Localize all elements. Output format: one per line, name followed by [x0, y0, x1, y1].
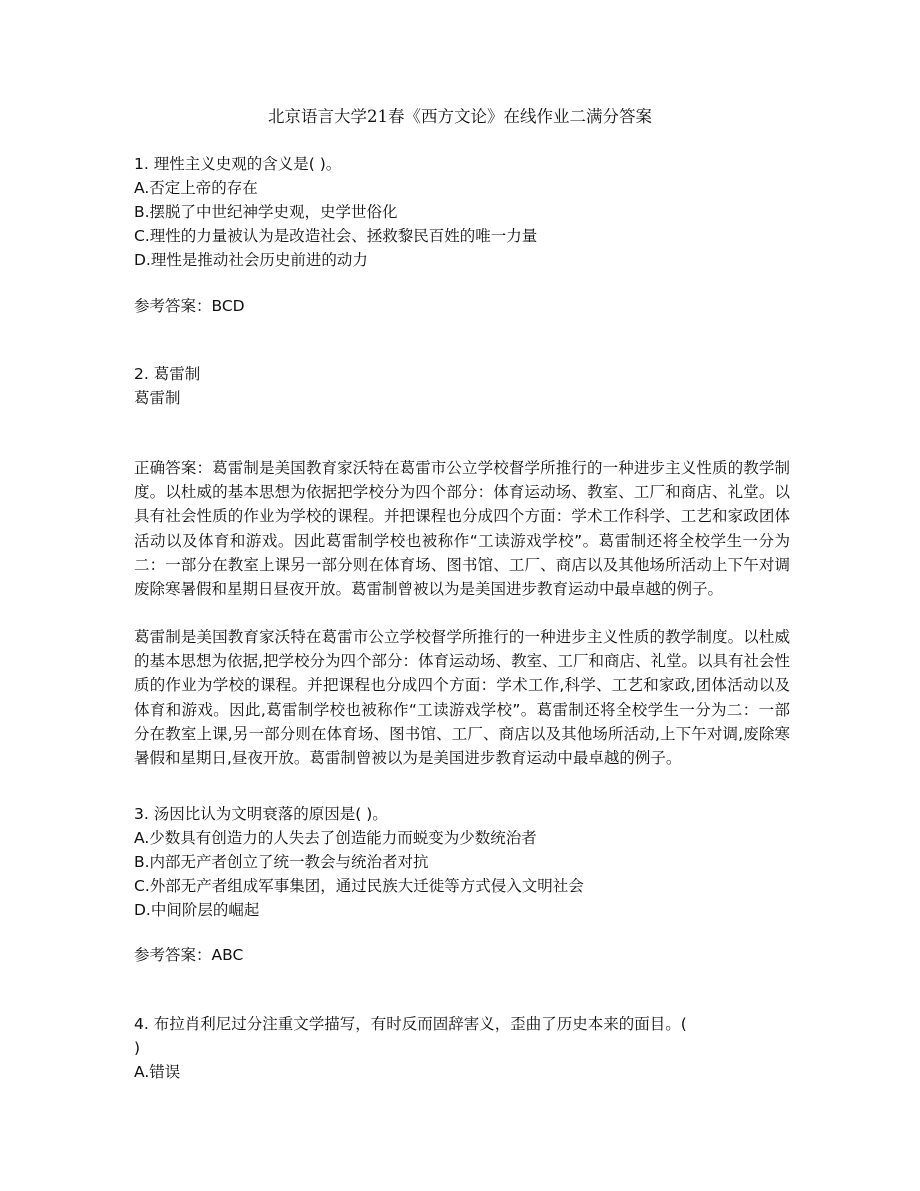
question-2-explanation: 葛雷制是美国教育家沃特在葛雷市公立学校督学所推行的一种进步主义性质的教学制度。以杜威的基本思想为依据,把学校分为四个部分：体育运动场、教室、工厂和商店、礼堂。以具有社会性质的作业为学校的课程。并把课程也分成四个方面：学术工作,科学、工艺和家政,团体活动以及体育和游戏。因此,葛雷制学校也被称作“工读游戏学校”。葛雷制还将全校学生一分为二：一部分在教室上课,另一部分则在体育场、图书馆、工厂、商店以及其他场所活动,上下午对调,废除寒暑假和星期日,昼夜开放。葛雷制曾被以为是美国进步教育运动中最卓越的例子。 [134, 628, 790, 768]
question-2-correct-answer: 正确答案：葛雷制是美国教育家沃特在葛雷市公立学校督学所推行的一种进步主义性质的教学制度。以杜威的基本思想为依据把学校分为四个部分：体育运动场、教室、工厂和商店、礼堂。以具有社会性质的作业为学校的课程。并把课程也分成四个方面：学术工作科学、工艺和家政团体活动以及体育和游戏。因此葛雷制学校也被称作“工读游戏学校”。葛雷制还将全校学生一分为二：一部分在教室上课另一部分则在体育场、图书馆、工厂、商店以及其他场所活动上下午对调废除寒暑假和星期日昼夜开放。葛雷制曾被以为是美国进步教育运动中最卓越的例子。 [134, 459, 790, 599]
question-1-answer: 参考答案：BCD [134, 297, 245, 315]
question-3-answer: 参考答案：ABC [134, 946, 244, 964]
question-4-stem-line-1: 4. 布拉肖利尼过分注重文学描写，有时反而固辞害义，歪曲了历史本来的面目。( [134, 1015, 687, 1033]
question-1-stem: 1. 理性主义史观的含义是( )。 [134, 155, 342, 173]
question-3-option-c: C.外部无产者组成军事集团，通过民族大迁徙等方式侵入文明社会 [134, 877, 584, 895]
question-3-option-a: A.少数具有创造力的人失去了创造能力而蜕变为少数统治者 [134, 829, 537, 847]
question-2-subtitle: 葛雷制 [134, 389, 181, 407]
question-1-option-c: C.理性的力量被认为是改造社会、拯救黎民百姓的唯一力量 [134, 227, 538, 245]
question-2-stem: 2. 葛雷制 [134, 365, 201, 383]
question-1-option-d: D.理性是推动社会历史前进的动力 [134, 251, 368, 269]
question-1-option-b: B.摆脱了中世纪神学史观，史学世俗化 [134, 203, 398, 221]
question-1-option-a: A.否定上帝的存在 [134, 179, 258, 197]
document-title: 北京语言大学21春《西方文论》在线作业二满分答案 [268, 107, 652, 126]
question-3-stem: 3. 汤因比认为文明衰落的原因是( )。 [134, 805, 388, 823]
question-4-stem-line-2: ) [134, 1039, 141, 1057]
question-3-option-d: D.中间阶层的崛起 [134, 901, 260, 919]
question-3-option-b: B.内部无产者创立了统一教会与统治者对抗 [134, 853, 429, 871]
question-4-option-a: A.错误 [134, 1063, 181, 1081]
